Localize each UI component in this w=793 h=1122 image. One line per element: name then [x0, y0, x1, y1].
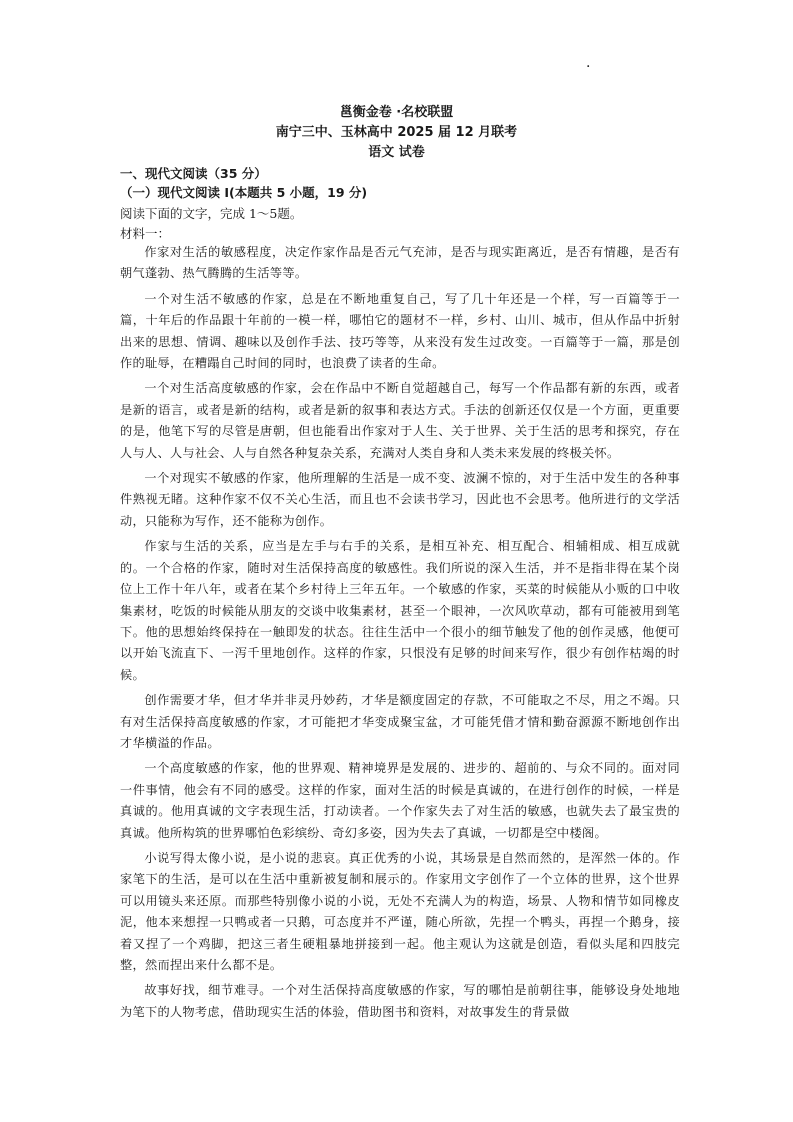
exam-header — [0, 103, 793, 163]
reading-intro — [120, 204, 680, 244]
material-label: 材料一： — [120, 226, 171, 241]
exam-title: 南宁三中、玉林高中 2025 届 12 月联考 — [275, 125, 518, 140]
corner-dot: · — [586, 59, 591, 75]
paragraph: 一个对生活高度敏感的作家，会在作品中不断自觉超越自己，每写一个作品都有新的东西，或者是新的语言，或者是新的结构，或者是新的叙事和表达方式。手法的创新还仅仅是一个方面，更重要的是，他笔下写的尽管是唐朝，但也能看出作家对于人生、关于世界、关于生活的思考和探究，存在人与人、人与社会、人与自然各种复杂关系，充满对人类自身和人类未来发展的终极关怀。 — [120, 381, 680, 460]
paragraph: 一个对生活不敏感的作家，总是在不断地重复自己，写了几十年还是一个样，写一百篇等于一篇，十年后的作品跟十年前的一模一样，哪怕它的题材不一样，乡村、山川、城市，但从作品中折射出来的思想、情调、趣味以及创作手法、技巧等等，从来没有发生过改变。一百篇等于一篇，那是创作的耻辱，在糟蹋自己时间的同时，也浪费了读者的生命。 — [120, 291, 680, 371]
paragraph: 一个对现实不敏感的作家，他所理解的生活是一成不变、波澜不惊的，对于生活中发生的各种事件熟视无睹。这种作家不仅不关心生活，而且也不会读书学习，因此也不会思考。他所进行的文学活动，只能称为写作，还不能称为创作。 — [120, 471, 680, 528]
section-subtitle: （一）现代文阅读 I(本题共 5 小题，19 分) — [120, 185, 368, 200]
series-title: 邕衡金卷 ·名校联盟 — [339, 105, 454, 120]
section-title: 一、现代文阅读（35 分） — [120, 166, 267, 181]
paragraph: 小说写得太像小说，是小说的悲哀。真正优秀的小说，其场景是自然而然的，是浑然一体的。作家笔下的生活，是可以在生活中重新被复制和展示的。作家用文字创作了一个立体的世界，这个世界可以用镜头来还原。而那些特别像小说的小说，无处不充满人为的构造，场景、人物和情节如同橡皮泥，他本来想捏一只鸭或者一只鹅，可态度并不严谨，随心所欲，先捏一个鸭头，再捏一个鹅身，接着又捏了一个鸡脚，把这三者生硬粗暴地拼接到一起。他主观认为这就是创造，看似头尾和四肢完整，然而捏出来什么都不是。 — [120, 850, 680, 972]
paragraph: 创作需要才华，但才华并非灵丹妙药，才华是额度固定的存款，不可能取之不尽，用之不竭。只有对生活保持高度敏感的作家，才可能把才华变成聚宝盆，才可能凭借才情和勤奋源源不断地创作出才华横溢的作品。 — [120, 693, 680, 750]
subject-title: 语文 试卷 — [368, 145, 425, 160]
paragraph: 作家对生活的敏感程度，决定作家作品是否元气充沛，是否与现实距离近，是否有情趣，是否有朝气蓬勃、热气腾腾的生活等等。 — [120, 245, 680, 281]
material-one-body — [120, 242, 680, 1027]
paragraph: 一个高度敏感的作家，他的世界观、精神境界是发展的、进步的、超前的、与众不同的。面对同一件事情，他会有不同的感受。这样的作家，面对生活的时候是真诚的，在进行创作的时候，一样是真诚的。他用真诚的文字表现生活，打动读者。一个作家失去了对生活的敏感，也就失去了最宝贵的真诚。他所构筑的世界哪怕色彩缤纷、奇幻多姿，因为失去了真诚，一切都是空中楼阁。 — [120, 761, 680, 840]
instruction-text: 阅读下面的文字，完成 1～5题。 — [120, 206, 303, 221]
paragraph: 作家与生活的关系，应当是左手与右手的关系，是相互补充、相互配合、相辅相成、相互成就的。一个合格的作家，随时对生活保持高度的敏感性。我们所说的深入生活，并不是指非得在某个岗位上工作十年八年，或者在某个乡村待上三年五年。一个敏感的作家，买菜的时候能从小贩的口中收集素材，吃饭的时候能从朋友的交谈中收集素材，甚至一个眼神，一次风吹草动，都有可能被用到笔下。他的思想始终保持在一触即发的状态。往往生活中一个很小的细节触发了他的创作灵感，他便可以开始飞流直下、一泻千里地创作。这样的作家，只恨没有足够的时间来写作，很少有创作枯竭的时候。 — [120, 539, 680, 682]
paragraph: 故事好找，细节难寻。一个对生活保持高度敏感的作家，写的哪怕是前朝往事，能够设身处地地为笔下的人物考虑，借助现实生活的体验，借助图书和资料，对故事发生的背景做 — [120, 983, 680, 1019]
section-headings — [120, 164, 680, 202]
